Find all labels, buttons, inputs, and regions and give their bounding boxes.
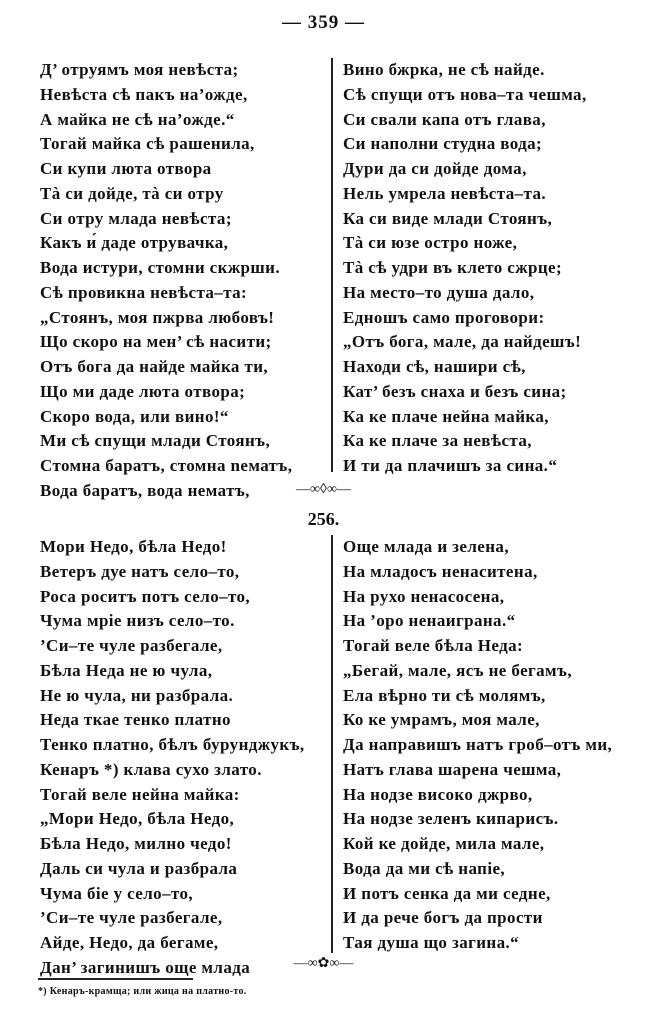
- verse-line: На младосъ ненаситена,: [343, 561, 538, 581]
- verse-line: Не ю чула, ни разбрала.: [40, 685, 234, 705]
- verse-line: Тà си юзе остро ноже,: [343, 233, 518, 253]
- verse-line: На нодзе високо джрво,: [343, 784, 533, 804]
- verse-line: Ветеръ дуе натъ село–то,: [40, 561, 240, 581]
- column-divider: [331, 58, 333, 472]
- end-ornament: —∞✿∞—: [293, 956, 354, 971]
- verse-line: Сѣ спущи отъ нова–та чешма,: [343, 84, 587, 104]
- column-divider: [331, 535, 333, 953]
- footnote-rule: [38, 978, 193, 980]
- verse-line: Сѣ провикна невѣста–та:: [40, 282, 248, 302]
- verse-line: На ’оро ненаиграна.“: [343, 611, 516, 631]
- verse-line: И да рече богъ да прости: [343, 908, 543, 928]
- section-divider-ornament: —∞◊∞—: [296, 482, 351, 497]
- verse-line: Ела вѣрно ти сѣ молямъ,: [343, 685, 546, 705]
- verse-line: Вода баратъ, вода нематъ,: [40, 480, 250, 500]
- verse-line: Си наполни студна вода;: [343, 134, 543, 154]
- verse-line: „Отъ бога, мале, да найдешъ!: [343, 332, 582, 352]
- verse-line: Що ми даде люта отвора;: [40, 381, 246, 401]
- verse-line: И ти да плачишъ за сина.“: [343, 456, 558, 475]
- verse-line: Ко ке умрамъ, моя мале,: [343, 710, 540, 730]
- verse-line: Си свали капа отъ глава,: [343, 109, 546, 129]
- verse-line: Айде, Недо, да бегаме,: [40, 933, 219, 952]
- verse-line: Тогай майка сѣ рашенила,: [40, 134, 255, 154]
- verse-line: Находи сѣ, нашири сѣ,: [343, 357, 526, 376]
- verse-line: Кат’ безъ снаха и безъ сина;: [343, 381, 567, 401]
- verse-line: Що скоро на мен’ сѣ насити;: [40, 332, 272, 352]
- verse-line: Стомна баратъ, стомна neматъ,: [40, 456, 293, 475]
- verse-line: „Бегай, мале, ясъ не бегамъ,: [343, 660, 572, 680]
- verse-line: ’Си–те чуле разбегале,: [40, 908, 223, 928]
- poem1-right-column: [343, 58, 587, 479]
- verse-line: Дури да си дойде дома,: [343, 159, 527, 178]
- verse-line: Отъ бога да найде майка ти,: [40, 357, 269, 376]
- verse-line: Бѣла Неда не ю чула,: [40, 660, 213, 680]
- verse-line: Скоро вода, или вино!“: [40, 406, 229, 426]
- verse-line: Роса роситъ потъ село–то,: [40, 586, 251, 606]
- verse-line: Си купи люта отвора: [40, 159, 212, 178]
- verse-line: Мори Недо, бѣла Недо!: [40, 537, 227, 556]
- verse-line: Невѣста сѣ пакъ на’ожде,: [40, 84, 248, 104]
- footnote: *) Кенаръ-крамща; или жица на платно-то.: [38, 986, 247, 997]
- verse-line: Ми сѣ спущи млади Стоянъ,: [40, 431, 271, 451]
- verse-line: Даль си чула и разбрала: [40, 858, 238, 878]
- verse-line: Чума мріе низъ село–то.: [40, 611, 235, 631]
- verse-line: Нель умрела невѣста–та.: [343, 183, 547, 203]
- poem2-right-column: [343, 535, 612, 956]
- verse-line: Да направишъ натъ гроб–отъ ми,: [343, 735, 613, 754]
- verse-line: Вода истури, стомни скжрши.: [40, 258, 281, 277]
- poem-number: 256.: [307, 509, 340, 529]
- verse-line: Тенко платно, бѣлъ бурунджукъ,: [40, 735, 305, 754]
- verse-line: Тà си дойде, тà си отру: [40, 183, 224, 203]
- verse-line: Ка ке плаче за невѣста,: [343, 431, 532, 451]
- verse-line: Ка си виде млади Стоянъ,: [343, 208, 553, 228]
- verse-line: Си отру млада невѣста;: [40, 208, 232, 228]
- verse-line: И потъ сенка да ми седне,: [343, 883, 551, 903]
- verse-line: Тогай веле нейна майка:: [40, 784, 240, 804]
- verse-line: „Стоянъ, моя пжрва любовъ!: [40, 307, 275, 327]
- poem1-left-column: [40, 58, 292, 504]
- verse-line: Кой ке дойде, мила мале,: [343, 834, 545, 853]
- verse-line: Кенаръ *) клава сухо злато.: [40, 759, 262, 779]
- verse-line: Чума біе у село–то,: [40, 883, 194, 903]
- verse-line: „Мори Недо, бѣла Недо,: [40, 809, 235, 829]
- verse-line: На нодзе зеленъ кипарисъ.: [343, 809, 559, 829]
- verse-line: Още млада и зелена,: [343, 537, 509, 556]
- verse-line: Какъ и́ даде отрувачка,: [40, 233, 229, 253]
- verse-line: Д’ отруямъ моя невѣста;: [40, 60, 239, 79]
- verse-line: Тая душа що загина.“: [343, 933, 520, 952]
- verse-line: Тогай веле бѣла Неда:: [343, 636, 524, 655]
- verse-line: Едношъ само проговори:: [343, 307, 545, 327]
- verse-line: На место–то душа дало,: [343, 282, 535, 302]
- verse-line: Неда ткае тенко платно: [40, 710, 231, 730]
- verse-line: Бѣла Недо, милно чедо!: [40, 834, 232, 853]
- verse-line: Дан’ загинишъ още млада: [40, 957, 251, 977]
- verse-line: Вода да ми сѣ напіе,: [343, 858, 506, 878]
- page-number: — 359 —: [282, 12, 365, 33]
- verse-line: Вино бжрка, не сѣ найде.: [343, 60, 545, 79]
- verse-line: Натъ глава шарена чешма,: [343, 759, 562, 779]
- verse-line: На рухо ненасосена,: [343, 586, 505, 606]
- verse-line: Тà сѣ удри въ клето сжрце;: [343, 258, 563, 277]
- poem2-left-column: [40, 535, 305, 981]
- verse-line: ’Си–те чуле разбегале,: [40, 636, 223, 655]
- verse-line: А майка не сѣ на’ожде.“: [40, 109, 235, 129]
- verse-line: Ка ке плаче нейна майка,: [343, 406, 549, 426]
